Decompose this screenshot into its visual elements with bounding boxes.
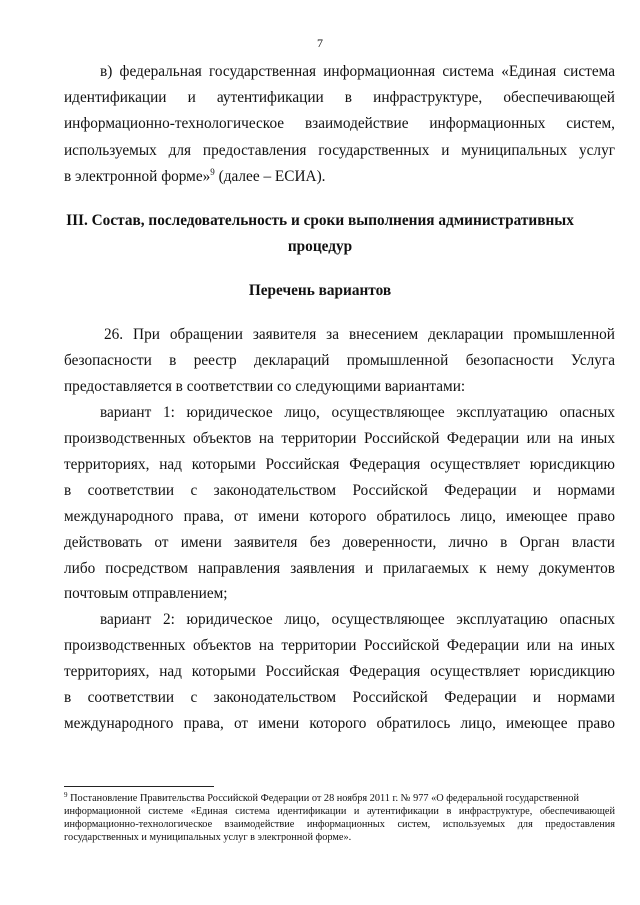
paragraph-26-line: 26. При обращении заявителя за внесением декларации промышленной (104, 326, 615, 343)
clause-v-line: используемых для предоставления государственных и муниципальных услуг (64, 142, 615, 159)
clause-v-last-line (64, 167, 615, 187)
footnote-reference: 9 (210, 167, 215, 177)
footnote-line: государственных и муниципальных услуг в электронной форме». (64, 832, 352, 843)
subheading: Перечень вариантов (248, 282, 392, 299)
page-number: 7 (317, 36, 323, 50)
paragraph-26-line: предоставляется в соответствии со следующими вариантами: (64, 378, 466, 395)
clause-v-text: в электронной форме» (64, 168, 211, 185)
variant-2-line: в соответствии с законодательством Российской Федерации и нормами (64, 689, 615, 706)
clause-v-line: в) федеральная государственная информационная система «Единая система (100, 63, 615, 80)
variant-1-line: вариант 1: юридическое лицо, осуществляющее эксплуатацию опасных (100, 404, 615, 421)
variant-1-line: производственных объектов на территории Российской Федерации или на иных (64, 430, 615, 447)
footnote-divider (64, 786, 214, 787)
variant-1-line: международного права, от имени которого обратилось лицо, имеющее право (64, 508, 615, 525)
variant-1-line: действовать от имени заявителя без доверенности, лично в Орган власти (64, 534, 615, 551)
variant-1-line: почтовым отправлением; (64, 585, 228, 602)
clause-v-line: идентификации и аутентификации в инфраструктуре, обеспечивающей (64, 89, 615, 106)
footnote-number: 9 (64, 791, 68, 799)
variant-2-line: производственных объектов на территории Российской Федерации или на иных (64, 637, 615, 654)
variant-2-line: территориях, над которыми Российская Федерация осуществляет юрисдикцию (64, 663, 615, 680)
section-heading: III. Состав, последовательность и сроки выполнения административных (66, 212, 574, 229)
footnote-line: информационно-технологическое взаимодействие информационных систем, используемых для предоставления (64, 819, 615, 830)
variant-1-line: в соответствии с законодательством Российской Федерации и нормами (64, 482, 615, 499)
paragraph-26-line: безопасности в реестр деклараций промышленной безопасности Услуга (64, 352, 615, 369)
variant-1-line: либо посредством направления заявления и прилагаемых к нему документов (64, 560, 615, 577)
variant-2-line: международного права, от имени которого обратилось лицо, имеющее право (64, 715, 615, 732)
clause-v-tail: (далее – ЕСИА). (214, 168, 326, 185)
variant-2-line: вариант 2: юридическое лицо, осуществляющее эксплуатацию опасных (100, 611, 615, 628)
clause-v-line: информационно-технологическое взаимодействие информационных систем, (64, 115, 615, 132)
variant-1-line: территориях, над которыми Российская Федерация осуществляет юрисдикцию (64, 456, 615, 473)
section-heading: процедур (287, 238, 353, 255)
footnote-text: Постановление Правительства Российской Федерации от 28 ноября 2011 г. № 977 «О федеральной государственной (67, 793, 579, 804)
footnote-line: информационной системе «Единая система идентификации и аутентификации в инфраструктуре, обеспечивающей (64, 806, 615, 817)
footnote-line (64, 792, 615, 805)
